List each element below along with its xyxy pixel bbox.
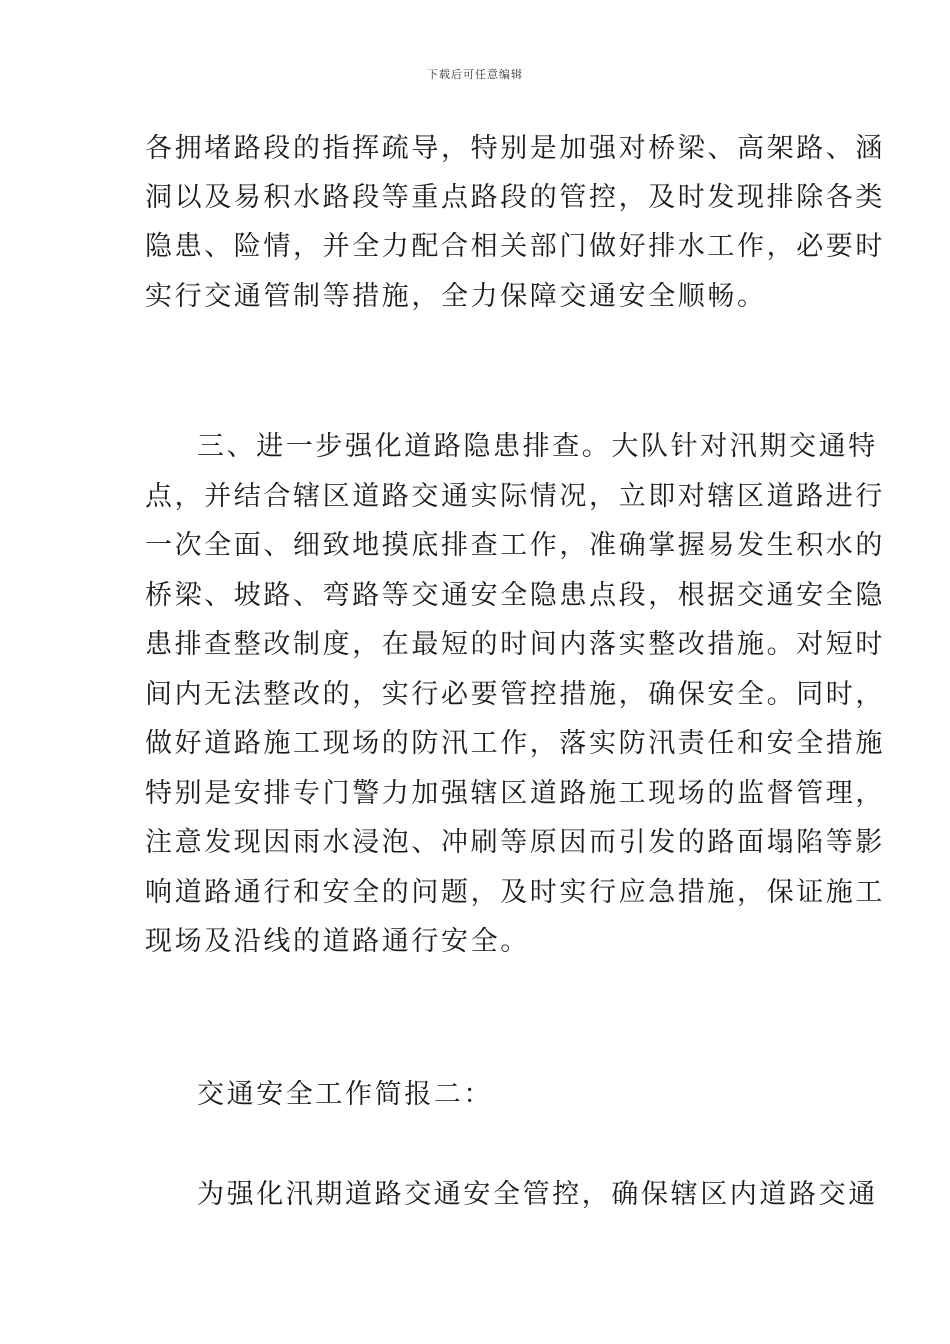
paragraph2-line-10: 响道路通行和安全的问题，及时实行应急措施，保证施工 — [145, 877, 885, 908]
paragraph1-line-3: 隐患、险情，并全力配合相关部门做好排水工作，必要时 — [145, 231, 885, 262]
paragraph2-line-2: 点，并结合辖区道路交通实际情况，立即对辖区道路进行 — [145, 481, 885, 512]
paragraph1-line-4: 实行交通管制等措施，全力保障交通安全顺畅。 — [145, 281, 767, 312]
paragraph2-line-5: 患排查整改制度，在最短的时间内落实整改措施。对短时 — [145, 629, 885, 660]
paragraph2-line-9: 注意发现因雨水浸泡、冲刷等原因而引发的路面塌陷等影 — [145, 827, 885, 858]
paragraph1-line-2: 洞以及易积水路段等重点路段的管控，及时发现排除各类 — [145, 182, 885, 213]
paragraph1-line-1: 各拥堵路段的指挥疏导，特别是加强对桥梁、高架路、涵 — [145, 133, 885, 164]
paragraph2-line-11: 现场及沿线的道路通行安全。 — [145, 926, 530, 957]
header-note: 下载后可任意编辑 — [427, 68, 523, 81]
paragraph3-line-1: 为强化汛期道路交通安全管控，确保辖区内道路交通 — [197, 1179, 878, 1210]
paragraph2-line-6: 间内无法整改的，实行必要管控措施，确保安全。同时， — [145, 679, 885, 710]
paragraph2-line-4: 桥梁、坡路、弯路等交通安全隐患点段，根据交通安全隐 — [145, 580, 885, 611]
paragraph2-line-1: 三、进一步强化道路隐患排查。大队针对汛期交通特 — [197, 431, 878, 462]
paragraph2-line-3: 一次全面、细致地摸底排查工作，准确掌握易发生积水的 — [145, 530, 885, 561]
paragraph2-line-8: 特别是安排专门警力加强辖区道路施工现场的监督管理， — [145, 778, 885, 809]
paragraph2-line-7: 做好道路施工现场的防汛工作，落实防汛责任和安全措施 — [145, 728, 885, 759]
section-title: 交通安全工作简报二： — [197, 1079, 493, 1110]
